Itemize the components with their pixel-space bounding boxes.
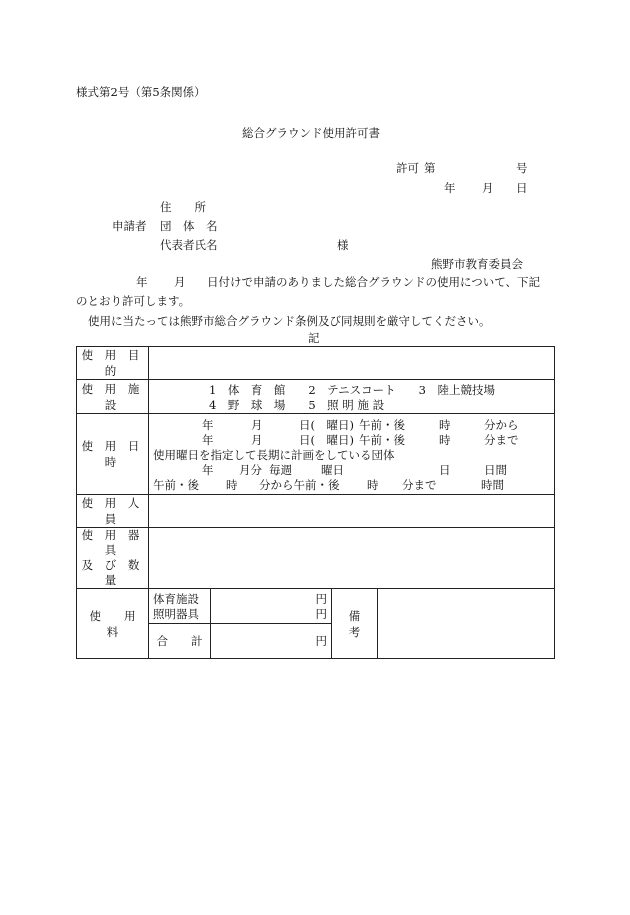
dt-recurring-note: 使用曜日を指定して長期に計画をしている団体 xyxy=(153,448,395,462)
dt-r5-hour2: 時 xyxy=(367,478,379,492)
dt-r1-hour: 時 xyxy=(439,418,451,432)
equipment-label xyxy=(77,528,149,589)
permit-month: 月 xyxy=(482,181,494,195)
dt-r2-hour: 時 xyxy=(439,433,451,447)
total-yen[interactable]: 円 xyxy=(211,624,332,659)
dt-r2-year: 年 xyxy=(202,433,214,447)
equipment-row xyxy=(77,528,555,589)
dt-r5-to: 分まで xyxy=(402,478,437,492)
permit-year: 年 xyxy=(444,181,456,195)
fee-gym-yen: 円 xyxy=(315,592,327,606)
body-year: 年 xyxy=(136,275,148,289)
form-number: 様式第2号（第5条関係） xyxy=(76,85,206,99)
dt-r1-day: 日( 曜日) xyxy=(299,418,354,432)
group-name-label: 団 体 名 xyxy=(160,219,218,233)
datetime-label: 使 用 日 時 xyxy=(77,414,149,495)
dt-r5-from: 分から午前・後 xyxy=(259,478,340,492)
dt-r2-month: 月 xyxy=(251,433,263,447)
equipment-label-line1: 使 用 器 具 xyxy=(81,528,144,557)
facility-options-row2: 4 野 球 場 5 照 明 施 設 xyxy=(209,398,385,412)
body-line3: 使用に当たっては熊野市総合グラウンド条例及び同規則を厳守してください。 xyxy=(88,314,491,328)
dt-r2-day: 日( 曜日) xyxy=(299,433,354,447)
applicant-label: 申請者 xyxy=(112,219,147,233)
fee-items-amount[interactable] xyxy=(211,589,332,624)
fee-row-upper xyxy=(77,589,555,624)
permit-dai: 第 xyxy=(424,161,436,175)
purpose-field[interactable] xyxy=(149,347,555,380)
dt-r5-hours: 時間 xyxy=(481,478,504,492)
equipment-field[interactable] xyxy=(149,528,555,589)
people-field[interactable] xyxy=(149,495,555,528)
sama-suffix: 様 xyxy=(337,238,349,252)
fee-light-label: 照明器具 xyxy=(153,607,199,621)
ki-heading: 記 xyxy=(308,331,320,345)
permit-label: 許可 xyxy=(396,161,419,175)
dt-r4-weekly: 毎週 xyxy=(269,463,292,477)
dt-r4-year: 年 xyxy=(202,463,214,477)
facility-label: 使 用 施 設 xyxy=(77,380,149,414)
fee-gym-label: 体育施設 xyxy=(153,592,199,606)
dt-r2-to: 分まで xyxy=(484,433,519,447)
remarks-label: 備 考 xyxy=(332,589,378,659)
purpose-label: 使 用 目 的 xyxy=(77,347,149,380)
fee-label: 使 用 料 xyxy=(77,589,149,659)
dt-r1-from: 分から xyxy=(484,418,519,432)
dt-r2-ampm: 午前・後 xyxy=(359,433,405,447)
body-line1: 日付けで申請のありました総合グラウンドの使用について、下記 xyxy=(207,275,541,289)
representative-label: 代表者氏名 xyxy=(160,238,218,252)
dt-r4-days: 日 xyxy=(439,463,451,477)
body-month: 月 xyxy=(174,275,186,289)
facility-row xyxy=(77,380,555,414)
datetime-row xyxy=(77,414,555,495)
permit-go: 号 xyxy=(516,161,528,175)
facility-field[interactable] xyxy=(149,380,555,414)
total-label: 合 計 xyxy=(149,624,211,659)
datetime-field[interactable] xyxy=(149,414,555,495)
dt-r5-hour1: 時 xyxy=(226,478,238,492)
people-row xyxy=(77,495,555,528)
dt-r5-ampm1: 午前・後 xyxy=(153,478,199,492)
dt-r4-monthpart: 月分 xyxy=(239,463,262,477)
dt-r4-weekday: 曜日 xyxy=(321,463,344,477)
people-label: 使 用 人 員 xyxy=(77,495,149,528)
dt-r1-year: 年 xyxy=(202,418,214,432)
fee-light-yen: 円 xyxy=(315,607,327,621)
dt-r1-ampm: 午前・後 xyxy=(359,418,405,432)
address-label: 住 所 xyxy=(160,200,206,214)
body-line2: のとおり許可します。 xyxy=(76,294,191,308)
purpose-row xyxy=(77,347,555,380)
remarks-field[interactable] xyxy=(378,589,555,659)
issuer-name: 熊野市教育委員会 xyxy=(431,257,523,271)
permit-form-table xyxy=(76,346,555,659)
permit-day: 日 xyxy=(516,181,528,195)
facility-options-row1: 1 体 育 館 2 テニスコート 3 陸上競技場 xyxy=(209,383,495,397)
page-title: 総合グラウンド使用許可書 xyxy=(242,126,380,140)
equipment-label-line2: 及 び 数 量 xyxy=(81,558,144,587)
dt-r4-span: 日間 xyxy=(484,463,507,477)
fee-items-label xyxy=(149,589,211,624)
dt-r1-month: 月 xyxy=(251,418,263,432)
